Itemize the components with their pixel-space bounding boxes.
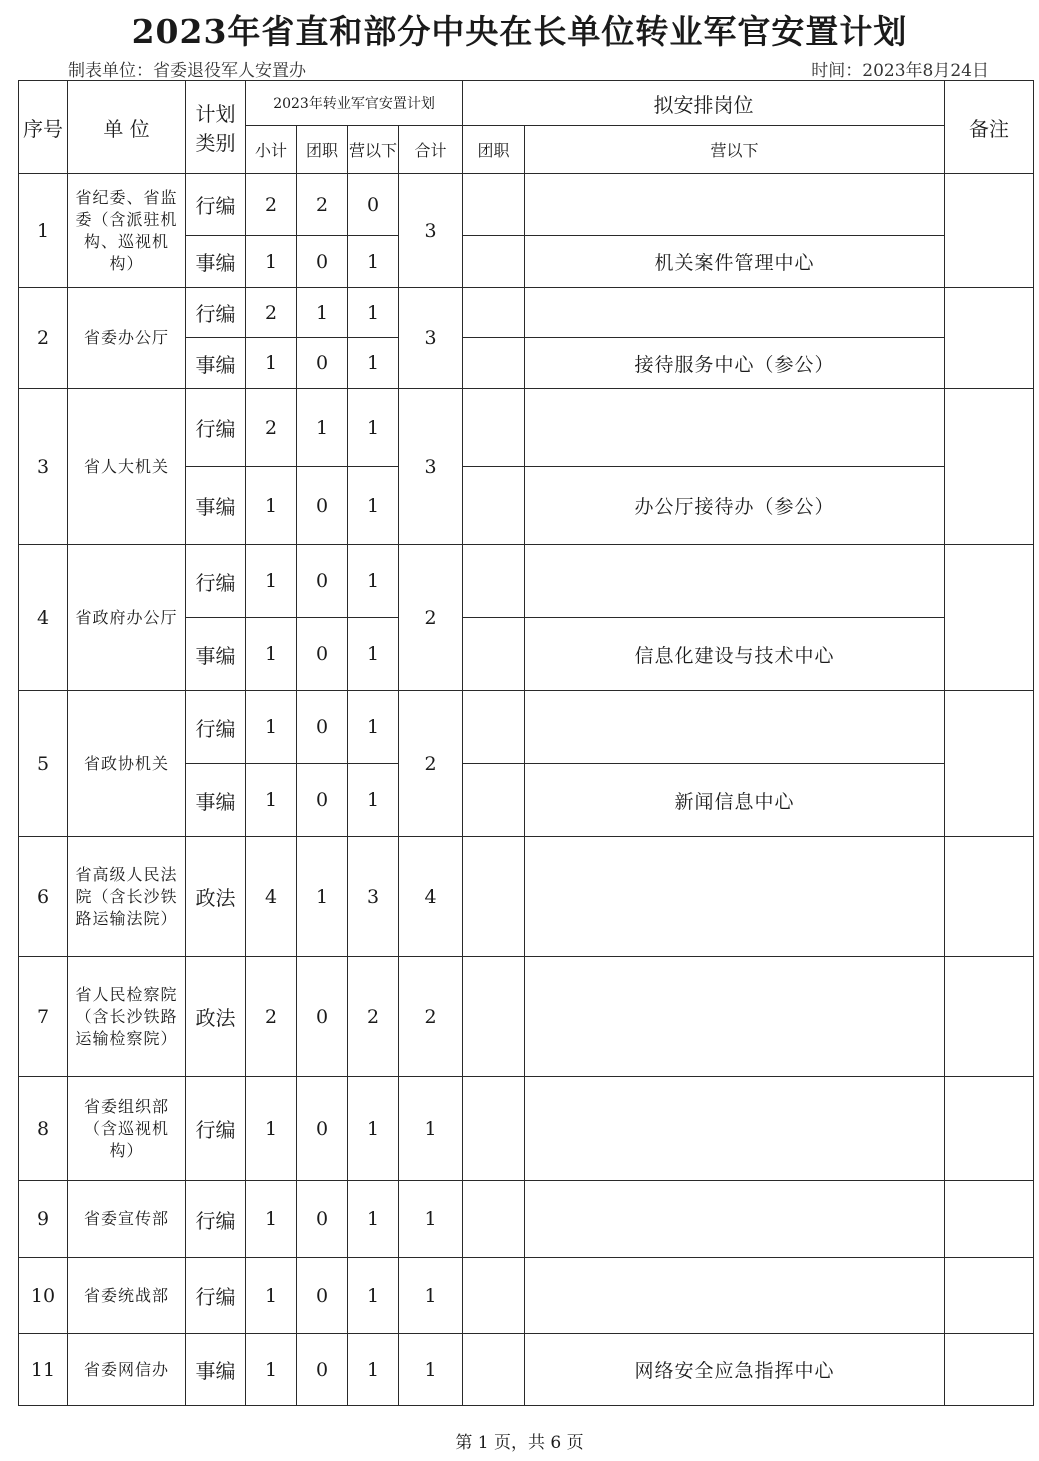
post-regiment-cell xyxy=(463,691,525,764)
header-remark: 备注 xyxy=(945,81,1034,174)
total-cell: 1 xyxy=(399,1077,463,1181)
subtotal-cell: 4 xyxy=(246,837,297,957)
subtotal-cell: 2 xyxy=(246,957,297,1077)
post-battalion-cell xyxy=(525,691,945,764)
header-total: 合计 xyxy=(399,126,463,174)
total-cell: 1 xyxy=(399,1334,463,1406)
post-battalion-cell: 信息化建设与技术中心 xyxy=(525,618,945,691)
table-row xyxy=(19,1181,1034,1258)
table-row xyxy=(19,837,1034,957)
post-regiment-cell xyxy=(463,1334,525,1406)
category-cell: 行编 xyxy=(186,389,246,467)
header-plan-group: 2023年转业军官安置计划 xyxy=(246,81,463,126)
header-battalion: 营以下 xyxy=(348,126,399,174)
total-cell: 2 xyxy=(399,545,463,691)
category-cell: 事编 xyxy=(186,764,246,837)
page-indicator: 第 1 页，共 6 页 xyxy=(455,1433,584,1453)
subtotal-cell: 1 xyxy=(246,1181,297,1258)
unit-cell: 省政府办公厅 xyxy=(68,545,186,691)
battalion-cell: 0 xyxy=(348,174,399,236)
maker-label: 制表单位：省委退役军人安置办 xyxy=(68,61,306,81)
table-row xyxy=(19,545,1034,618)
header-seq: 序号 xyxy=(19,81,68,174)
unit-cell: 省人大机关 xyxy=(68,389,186,545)
unit-cell: 省委宣传部 xyxy=(68,1181,186,1258)
battalion-cell: 1 xyxy=(348,288,399,338)
post-regiment-cell xyxy=(463,618,525,691)
post-regiment-cell xyxy=(463,764,525,837)
table-row xyxy=(19,957,1034,1077)
header-category: 计划类别 xyxy=(186,81,246,174)
post-battalion-cell xyxy=(525,389,945,467)
battalion-cell: 1 xyxy=(348,1077,399,1181)
unit-cell: 省委组织部（含巡视机构） xyxy=(68,1077,186,1181)
category-cell: 行编 xyxy=(186,174,246,236)
post-regiment-cell xyxy=(463,236,525,288)
post-battalion-cell: 接待服务中心（参公） xyxy=(525,338,945,389)
remark-cell xyxy=(945,957,1034,1077)
unit-cell: 省纪委、省监委（含派驻机构、巡视机构） xyxy=(68,174,186,288)
regiment-cell: 0 xyxy=(297,1258,348,1334)
battalion-cell: 1 xyxy=(348,764,399,837)
post-battalion-cell: 办公厅接待办（参公） xyxy=(525,467,945,545)
battalion-cell: 2 xyxy=(348,957,399,1077)
unit-cell: 省委统战部 xyxy=(68,1258,186,1334)
category-cell: 行编 xyxy=(186,1077,246,1181)
remark-cell xyxy=(945,691,1034,837)
battalion-cell: 1 xyxy=(348,691,399,764)
total-cell: 3 xyxy=(399,389,463,545)
category-cell: 行编 xyxy=(186,288,246,338)
header-post-battalion: 营以下 xyxy=(525,126,945,174)
regiment-cell: 0 xyxy=(297,764,348,837)
remark-cell xyxy=(945,1334,1034,1406)
unit-cell: 省委网信办 xyxy=(68,1334,186,1406)
subtotal-cell: 1 xyxy=(246,1258,297,1334)
post-battalion-cell xyxy=(525,1258,945,1334)
header-regiment: 团职 xyxy=(297,126,348,174)
post-regiment-cell xyxy=(463,1258,525,1334)
regiment-cell: 0 xyxy=(297,236,348,288)
regiment-cell: 0 xyxy=(297,1077,348,1181)
seq-cell: 4 xyxy=(19,545,68,691)
table-row xyxy=(19,389,1034,467)
category-cell: 行编 xyxy=(186,691,246,764)
remark-cell xyxy=(945,1258,1034,1334)
category-cell: 政法 xyxy=(186,837,246,957)
category-cell: 事编 xyxy=(186,618,246,691)
subtotal-cell: 1 xyxy=(246,236,297,288)
subtotal-cell: 1 xyxy=(246,1334,297,1406)
remark-cell xyxy=(945,1181,1034,1258)
post-battalion-cell xyxy=(525,174,945,236)
remark-cell xyxy=(945,1077,1034,1181)
post-battalion-cell xyxy=(525,957,945,1077)
post-battalion-cell xyxy=(525,837,945,957)
regiment-cell: 0 xyxy=(297,1181,348,1258)
subtotal-cell: 1 xyxy=(246,338,297,389)
subtotal-cell: 2 xyxy=(246,174,297,236)
battalion-cell: 1 xyxy=(348,618,399,691)
table-row xyxy=(19,1077,1034,1181)
header-post-group: 拟安排岗位 xyxy=(463,81,945,126)
battalion-cell: 1 xyxy=(348,338,399,389)
regiment-cell: 0 xyxy=(297,691,348,764)
battalion-cell: 3 xyxy=(348,837,399,957)
battalion-cell: 1 xyxy=(348,236,399,288)
subtotal-cell: 2 xyxy=(246,288,297,338)
regiment-cell: 1 xyxy=(297,837,348,957)
post-battalion-cell: 网络安全应急指挥中心 xyxy=(525,1334,945,1406)
header-unit: 单 位 xyxy=(68,81,186,174)
table-row xyxy=(19,691,1034,764)
unit-cell: 省高级人民法院（含长沙铁路运输法院） xyxy=(68,837,186,957)
subtotal-cell: 1 xyxy=(246,1077,297,1181)
total-cell: 2 xyxy=(399,957,463,1077)
unit-cell: 省人民检察院（含长沙铁路运输检察院） xyxy=(68,957,186,1077)
remark-cell xyxy=(945,288,1034,389)
battalion-cell: 1 xyxy=(348,545,399,618)
seq-cell: 1 xyxy=(19,174,68,288)
subtotal-cell: 1 xyxy=(246,618,297,691)
subtotal-cell: 1 xyxy=(246,545,297,618)
table-row xyxy=(19,1334,1034,1406)
seq-cell: 2 xyxy=(19,288,68,389)
seq-cell: 6 xyxy=(19,837,68,957)
remark-cell xyxy=(945,389,1034,545)
seq-cell: 5 xyxy=(19,691,68,837)
table-row xyxy=(19,174,1034,236)
post-battalion-cell xyxy=(525,1181,945,1258)
seq-cell: 9 xyxy=(19,1181,68,1258)
category-cell: 行编 xyxy=(186,545,246,618)
regiment-cell: 0 xyxy=(297,545,348,618)
subtotal-cell: 1 xyxy=(246,467,297,545)
category-cell: 事编 xyxy=(186,467,246,545)
post-battalion-cell xyxy=(525,288,945,338)
subtotal-cell: 2 xyxy=(246,389,297,467)
total-cell: 3 xyxy=(399,288,463,389)
category-cell: 事编 xyxy=(186,1334,246,1406)
post-regiment-cell xyxy=(463,837,525,957)
category-cell: 行编 xyxy=(186,1258,246,1334)
post-regiment-cell xyxy=(463,1077,525,1181)
date-label: 时间：2023年8月24日 xyxy=(811,61,989,81)
category-cell: 事编 xyxy=(186,236,246,288)
post-regiment-cell xyxy=(463,288,525,338)
battalion-cell: 1 xyxy=(348,389,399,467)
category-cell: 事编 xyxy=(186,338,246,389)
post-regiment-cell xyxy=(463,338,525,389)
regiment-cell: 1 xyxy=(297,288,348,338)
remark-cell xyxy=(945,545,1034,691)
remark-cell xyxy=(945,174,1034,288)
battalion-cell: 1 xyxy=(348,467,399,545)
table-row xyxy=(19,1258,1034,1334)
total-cell: 4 xyxy=(399,837,463,957)
post-regiment-cell xyxy=(463,957,525,1077)
post-regiment-cell xyxy=(463,467,525,545)
header-subtotal: 小计 xyxy=(246,126,297,174)
post-battalion-cell: 机关案件管理中心 xyxy=(525,236,945,288)
category-cell: 政法 xyxy=(186,957,246,1077)
battalion-cell: 1 xyxy=(348,1334,399,1406)
remark-cell xyxy=(945,837,1034,957)
post-battalion-cell xyxy=(525,545,945,618)
post-regiment-cell xyxy=(463,174,525,236)
seq-cell: 10 xyxy=(19,1258,68,1334)
placement-plan-table xyxy=(18,80,1034,1406)
seq-cell: 8 xyxy=(19,1077,68,1181)
post-battalion-cell xyxy=(525,1077,945,1181)
regiment-cell: 0 xyxy=(297,1334,348,1406)
page-title: 2023年省直和部分中央在长单位转业军官安置计划 xyxy=(131,12,908,51)
subtotal-cell: 1 xyxy=(246,764,297,837)
regiment-cell: 0 xyxy=(297,618,348,691)
header-post-regiment: 团职 xyxy=(463,126,525,174)
regiment-cell: 2 xyxy=(297,174,348,236)
category-cell: 行编 xyxy=(186,1181,246,1258)
seq-cell: 11 xyxy=(19,1334,68,1406)
battalion-cell: 1 xyxy=(348,1181,399,1258)
post-battalion-cell: 新闻信息中心 xyxy=(525,764,945,837)
unit-cell: 省委办公厅 xyxy=(68,288,186,389)
battalion-cell: 1 xyxy=(348,1258,399,1334)
regiment-cell: 0 xyxy=(297,467,348,545)
seq-cell: 7 xyxy=(19,957,68,1077)
regiment-cell: 1 xyxy=(297,389,348,467)
regiment-cell: 0 xyxy=(297,957,348,1077)
post-regiment-cell xyxy=(463,1181,525,1258)
regiment-cell: 0 xyxy=(297,338,348,389)
total-cell: 1 xyxy=(399,1181,463,1258)
post-regiment-cell xyxy=(463,545,525,618)
unit-cell: 省政协机关 xyxy=(68,691,186,837)
subtotal-cell: 1 xyxy=(246,691,297,764)
post-regiment-cell xyxy=(463,389,525,467)
table-row xyxy=(19,288,1034,338)
total-cell: 2 xyxy=(399,691,463,837)
seq-cell: 3 xyxy=(19,389,68,545)
total-cell: 1 xyxy=(399,1258,463,1334)
total-cell: 3 xyxy=(399,174,463,288)
